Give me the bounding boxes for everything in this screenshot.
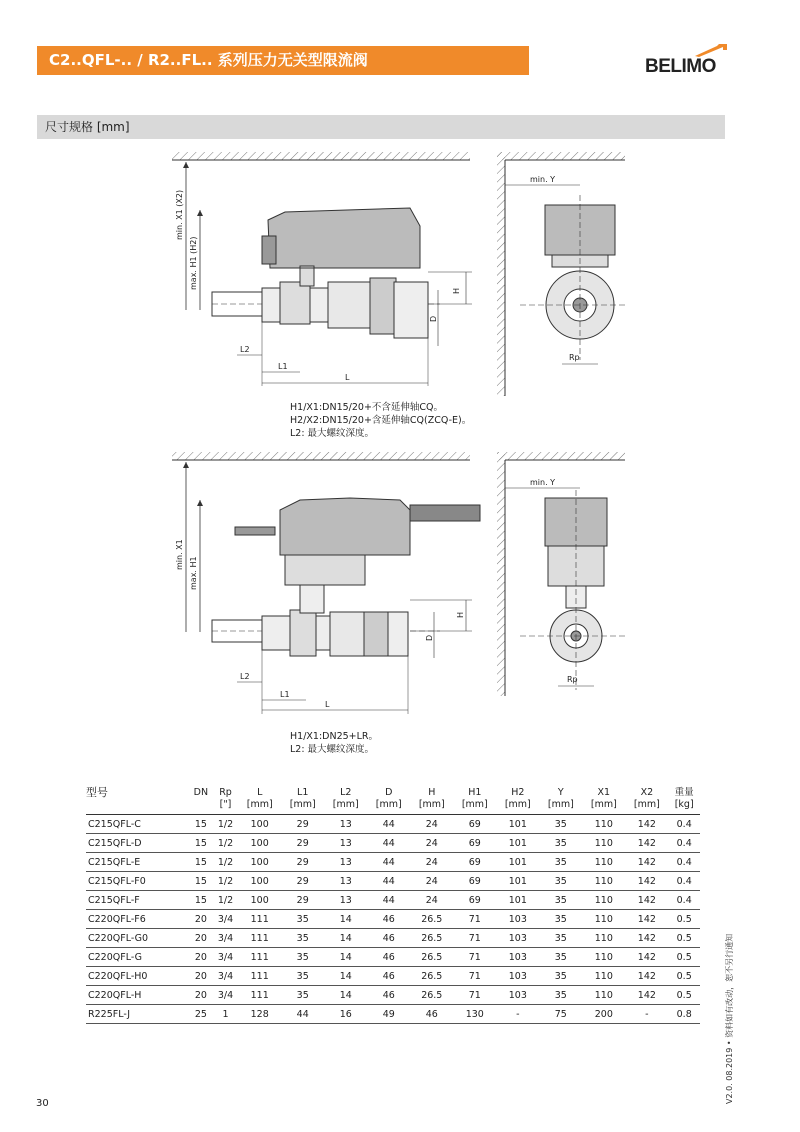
table-cell: 100 xyxy=(238,815,281,834)
table-cell: 110 xyxy=(582,815,625,834)
table-cell: 35 xyxy=(539,967,582,986)
table-cell: 3/4 xyxy=(213,910,238,929)
table-cell: 0.5 xyxy=(668,967,700,986)
table-cell: 44 xyxy=(367,872,410,891)
table-cell: 26.5 xyxy=(410,967,453,986)
table-cell: 71 xyxy=(453,948,496,967)
table-cell: 35 xyxy=(539,834,582,853)
table-cell: 128 xyxy=(238,1005,281,1024)
table-cell: 142 xyxy=(625,853,668,872)
column-name: L1 xyxy=(297,787,309,798)
table-cell: 20 xyxy=(189,986,213,1005)
table-cell: C215QFL-F xyxy=(86,891,189,910)
note-line: L2: 最大螺纹深度。 xyxy=(290,428,375,439)
table-cell: 35 xyxy=(281,948,324,967)
column-name: D xyxy=(385,787,393,798)
table-cell: 111 xyxy=(238,929,281,948)
table-cell: 26.5 xyxy=(410,929,453,948)
table-cell: 25 xyxy=(189,1005,213,1024)
table-cell: 1/2 xyxy=(213,853,238,872)
table-cell: 44 xyxy=(367,853,410,872)
table-cell: 14 xyxy=(324,910,367,929)
table-cell: 13 xyxy=(324,891,367,910)
label-l: L xyxy=(325,700,330,709)
table-cell: 69 xyxy=(453,891,496,910)
column-header xyxy=(324,786,367,815)
column-header xyxy=(496,786,539,815)
table-cell: 142 xyxy=(625,910,668,929)
table-cell: 110 xyxy=(582,948,625,967)
table-cell: 103 xyxy=(496,929,539,948)
table-cell: 100 xyxy=(238,853,281,872)
table-cell: 3/4 xyxy=(213,986,238,1005)
table-cell: C215QFL-D xyxy=(86,834,189,853)
table-cell: 142 xyxy=(625,834,668,853)
table-cell: 35 xyxy=(539,872,582,891)
section-title: 尺寸规格 [mm] xyxy=(45,120,130,134)
table-cell: 1 xyxy=(213,1005,238,1024)
table-cell: 29 xyxy=(281,834,324,853)
table-cell: 142 xyxy=(625,872,668,891)
page-number: 30 xyxy=(36,1098,49,1109)
table-cell: 0.5 xyxy=(668,910,700,929)
column-unit: [mm] xyxy=(289,799,316,810)
table-cell: 15 xyxy=(189,853,213,872)
table-cell: 46 xyxy=(367,910,410,929)
table-cell: 110 xyxy=(582,929,625,948)
table-cell: 0.4 xyxy=(668,834,700,853)
table-cell: 35 xyxy=(539,948,582,967)
table-cell: 101 xyxy=(496,834,539,853)
table-cell: 3/4 xyxy=(213,929,238,948)
table-row xyxy=(86,929,700,948)
column-header xyxy=(668,786,700,815)
table-cell: 35 xyxy=(281,929,324,948)
table-cell: 69 xyxy=(453,834,496,853)
table-cell: 49 xyxy=(367,1005,410,1024)
label-rp: Rp xyxy=(569,353,580,362)
table-cell: 3/4 xyxy=(213,948,238,967)
table-cell: 110 xyxy=(582,967,625,986)
diagram-2-notes xyxy=(290,730,378,756)
column-header xyxy=(410,786,453,815)
table-cell: 111 xyxy=(238,948,281,967)
table-cell: 101 xyxy=(496,853,539,872)
label-max-h1: max. H1 (H2) xyxy=(189,236,198,290)
column-unit: [mm] xyxy=(633,799,660,810)
table-cell: 103 xyxy=(496,967,539,986)
table-row xyxy=(86,872,700,891)
table-cell: 35 xyxy=(539,891,582,910)
column-header xyxy=(213,786,238,815)
label-h: H xyxy=(452,287,461,294)
table-cell: 46 xyxy=(410,1005,453,1024)
table-cell: C220QFL-F6 xyxy=(86,910,189,929)
table-cell: 24 xyxy=(410,872,453,891)
column-header xyxy=(582,786,625,815)
logo-text: BELIMO xyxy=(645,56,716,77)
revision-note: V2.0. 08.2019 • 资料如有改动，恕不另行通知 xyxy=(725,933,734,1104)
table-cell: 200 xyxy=(582,1005,625,1024)
column-header xyxy=(453,786,496,815)
column-header xyxy=(281,786,324,815)
table-cell: 142 xyxy=(625,948,668,967)
table-cell: 35 xyxy=(281,910,324,929)
table-header-row xyxy=(86,786,700,815)
table-cell: 13 xyxy=(324,834,367,853)
column-header xyxy=(625,786,668,815)
table-cell: 35 xyxy=(539,853,582,872)
table-cell: 15 xyxy=(189,891,213,910)
table-cell: 15 xyxy=(189,872,213,891)
table-cell: 0.4 xyxy=(668,815,700,834)
table-cell: 29 xyxy=(281,815,324,834)
column-header xyxy=(539,786,582,815)
table-cell: 15 xyxy=(189,834,213,853)
table-cell: 1/2 xyxy=(213,872,238,891)
table-cell: 14 xyxy=(324,986,367,1005)
label-d: D xyxy=(429,315,438,322)
label-l1: L1 xyxy=(280,690,290,699)
table-cell: 111 xyxy=(238,967,281,986)
column-unit: [mm] xyxy=(590,799,617,810)
table-cell: 24 xyxy=(410,834,453,853)
label-l: L xyxy=(345,373,350,382)
table-cell: 71 xyxy=(453,929,496,948)
table-cell: 71 xyxy=(453,986,496,1005)
label-min-y: min. Y xyxy=(530,478,556,487)
table-cell: 100 xyxy=(238,872,281,891)
table-cell: 0.4 xyxy=(668,872,700,891)
column-unit: [mm] xyxy=(504,799,531,810)
column-header xyxy=(189,786,213,815)
label-h: H xyxy=(456,611,465,618)
table-cell: 71 xyxy=(453,967,496,986)
column-unit: [mm] xyxy=(547,799,574,810)
table-cell: 46 xyxy=(367,948,410,967)
column-name: X2 xyxy=(640,787,654,798)
column-name: 型号 xyxy=(86,786,108,799)
column-name: L xyxy=(257,787,263,798)
table-row xyxy=(86,986,700,1005)
label-min-y: min. Y xyxy=(530,175,556,184)
table-cell: 26.5 xyxy=(410,986,453,1005)
table-cell: 14 xyxy=(324,929,367,948)
label-l2: L2 xyxy=(240,345,250,354)
column-unit: [kg] xyxy=(674,799,694,810)
table-cell: - xyxy=(496,1005,539,1024)
table-cell: 0.5 xyxy=(668,986,700,1005)
table-cell: 20 xyxy=(189,967,213,986)
table-cell: 1/2 xyxy=(213,891,238,910)
table-cell: 3/4 xyxy=(213,967,238,986)
table-row xyxy=(86,853,700,872)
table-cell: 0.5 xyxy=(668,929,700,948)
table-cell: 44 xyxy=(367,815,410,834)
label-d: D xyxy=(425,634,434,641)
table-cell: 142 xyxy=(625,815,668,834)
table-cell: 0.8 xyxy=(668,1005,700,1024)
table-cell: 44 xyxy=(367,891,410,910)
table-cell: 20 xyxy=(189,910,213,929)
note-line: H2/X2:DN15/20+含延伸轴CQ(ZCQ-E)。 xyxy=(290,415,472,426)
table-cell: 75 xyxy=(539,1005,582,1024)
table-cell: 142 xyxy=(625,986,668,1005)
table-cell: 35 xyxy=(539,910,582,929)
column-unit: [mm] xyxy=(332,799,359,810)
table-row xyxy=(86,891,700,910)
table-cell: 69 xyxy=(453,815,496,834)
table-cell: 69 xyxy=(453,853,496,872)
table-cell: C220QFL-H0 xyxy=(86,967,189,986)
table-cell: 110 xyxy=(582,891,625,910)
table-cell: 24 xyxy=(410,891,453,910)
table-cell: 142 xyxy=(625,929,668,948)
table-cell: 0.4 xyxy=(668,853,700,872)
table-row xyxy=(86,834,700,853)
table-cell: 26.5 xyxy=(410,910,453,929)
table-cell: 1/2 xyxy=(213,815,238,834)
table-cell: 110 xyxy=(582,834,625,853)
table-cell: 103 xyxy=(496,948,539,967)
table-row xyxy=(86,1005,700,1024)
table-cell: 13 xyxy=(324,872,367,891)
label-min-x1: min. X1 (X2) xyxy=(175,189,184,240)
table-cell: 14 xyxy=(324,948,367,967)
note-line: H1/X1:DN15/20+不含延伸轴CQ。 xyxy=(290,402,444,413)
table-row xyxy=(86,815,700,834)
table-cell: 46 xyxy=(367,986,410,1005)
table-cell: 110 xyxy=(582,910,625,929)
table-cell: C215QFL-C xyxy=(86,815,189,834)
table-cell: 101 xyxy=(496,891,539,910)
column-name: L2 xyxy=(340,787,352,798)
label-max-h1: max. H1 xyxy=(189,556,198,590)
column-name: Y xyxy=(557,787,564,798)
table-cell: 29 xyxy=(281,853,324,872)
note-line: H1/X1:DN25+LR。 xyxy=(290,731,379,742)
table-cell: 20 xyxy=(189,948,213,967)
table-cell: 69 xyxy=(453,872,496,891)
table-cell: 142 xyxy=(625,967,668,986)
table-cell: C220QFL-H xyxy=(86,986,189,1005)
table-cell: C215QFL-F0 xyxy=(86,872,189,891)
table-cell: C215QFL-E xyxy=(86,853,189,872)
table-cell: 100 xyxy=(238,834,281,853)
table-cell: 110 xyxy=(582,986,625,1005)
table-cell: 0.4 xyxy=(668,891,700,910)
column-name: X1 xyxy=(597,787,611,798)
table-cell: 35 xyxy=(539,986,582,1005)
column-header xyxy=(367,786,410,815)
dimension-table xyxy=(86,786,700,1024)
page-title: C2..QFL-.. / R2..FL.. 系列压力无关型限流阀 xyxy=(49,51,368,69)
table-cell: 24 xyxy=(410,815,453,834)
table-cell: 110 xyxy=(582,872,625,891)
column-name: DN xyxy=(193,787,209,798)
table-cell: 130 xyxy=(453,1005,496,1024)
table-row xyxy=(86,967,700,986)
table-cell: 100 xyxy=(238,891,281,910)
table-cell: 20 xyxy=(189,929,213,948)
column-header xyxy=(238,786,281,815)
label-rp: Rp xyxy=(567,675,578,684)
table-cell: 101 xyxy=(496,872,539,891)
table-cell: R225FL-J xyxy=(86,1005,189,1024)
label-l1: L1 xyxy=(278,362,288,371)
table-cell: 46 xyxy=(367,929,410,948)
table-row xyxy=(86,910,700,929)
column-name: 重量 xyxy=(674,787,694,798)
table-cell: 35 xyxy=(281,967,324,986)
table-cell: 44 xyxy=(281,1005,324,1024)
label-l2: L2 xyxy=(240,672,250,681)
column-unit: [mm] xyxy=(375,799,402,810)
column-name: Rp xyxy=(219,787,232,798)
column-name: H1 xyxy=(468,787,482,798)
table-cell: 71 xyxy=(453,910,496,929)
table-cell: 0.5 xyxy=(668,948,700,967)
table-cell: 24 xyxy=(410,853,453,872)
table-cell: 44 xyxy=(367,834,410,853)
column-unit: ["] xyxy=(219,799,232,810)
table-cell: 15 xyxy=(189,815,213,834)
column-name: H2 xyxy=(511,787,525,798)
column-name: H xyxy=(428,787,436,798)
table-cell: C220QFL-G0 xyxy=(86,929,189,948)
table-row xyxy=(86,948,700,967)
note-line: L2: 最大螺纹深度。 xyxy=(290,744,375,755)
table-cell: 103 xyxy=(496,910,539,929)
table-cell: 29 xyxy=(281,872,324,891)
table-cell: 35 xyxy=(281,986,324,1005)
table-cell: 110 xyxy=(582,853,625,872)
table-cell: 16 xyxy=(324,1005,367,1024)
table-cell: 103 xyxy=(496,986,539,1005)
column-header xyxy=(86,786,189,815)
table-cell: C220QFL-G xyxy=(86,948,189,967)
table-cell: 13 xyxy=(324,815,367,834)
table-cell: 26.5 xyxy=(410,948,453,967)
table-cell: 14 xyxy=(324,967,367,986)
column-unit: [mm] xyxy=(461,799,488,810)
table-cell: 101 xyxy=(496,815,539,834)
table-cell: 46 xyxy=(367,967,410,986)
table-cell: 111 xyxy=(238,910,281,929)
label-min-x1: min. X1 xyxy=(175,539,184,570)
table-cell: - xyxy=(625,1005,668,1024)
table-cell: 111 xyxy=(238,986,281,1005)
column-unit: [mm] xyxy=(246,799,273,810)
column-unit: [mm] xyxy=(418,799,445,810)
table-cell: 35 xyxy=(539,815,582,834)
table-cell: 13 xyxy=(324,853,367,872)
table-cell: 1/2 xyxy=(213,834,238,853)
table-cell: 35 xyxy=(539,929,582,948)
table-cell: 29 xyxy=(281,891,324,910)
table-cell: 142 xyxy=(625,891,668,910)
